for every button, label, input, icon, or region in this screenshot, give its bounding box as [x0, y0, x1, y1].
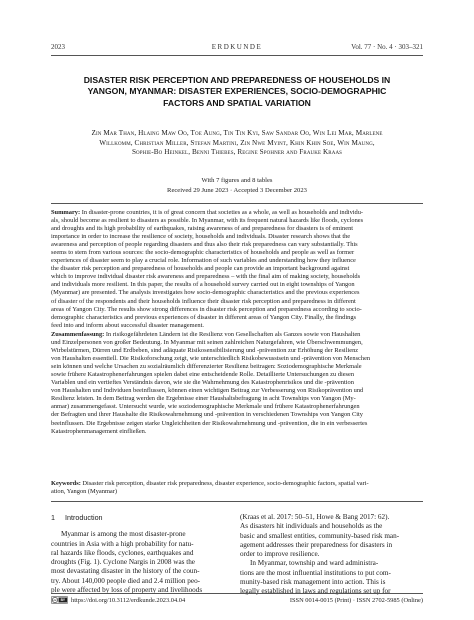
article-title — [51, 75, 423, 109]
body-line: (Kraas et al. 2017: 50–51, Howe & Bang 2017: 62). — [240, 513, 390, 521]
summary-line: and droughts and its high probability of earthquakes, raising awareness of and preparedness for disasters is of eminent — [51, 225, 354, 233]
journal-name: ERDKUNDE — [211, 43, 263, 51]
author-line: Zin Mar Than, Hlaing Maw Oo, Toe Aung, Tin Tin Kyi, Saw Sandar Oo, Win Lei Mar, Marlene — [91, 129, 383, 137]
body-line: countries in Asia with a high probability for natu- — [51, 539, 194, 548]
section-number: 1 — [51, 513, 55, 522]
zus-line: beeinflussen. Die Ergebnisse zeigen starke Ungleichheiten der Risikowahrnehmung und -prävention, die in ein verbessertes — [51, 419, 368, 427]
zus-line: von Haushalten essentiell. Die Risikoforschung zeigt, wie unterschiedlich Risikobewusstsein und -prävention von Menschen — [51, 355, 371, 363]
section-title: Introduction — [65, 513, 103, 522]
keywords-line: ation, Yangon (Myanmar) — [51, 488, 118, 496]
body-line: basic and smallest entities, community-based risk man- — [240, 531, 400, 540]
zus-line: und Einzelpersonen von großer Bedeutung. In Myanmar mit seinen zahlreichen Naturgefahren, wie Überschwemmungen, — [51, 339, 363, 347]
body-line: munity-based risk management into action. This is — [240, 578, 386, 587]
summary-line: of disaster of the respondents and their households influence their disaster risk perception and preparedness in different — [51, 297, 356, 305]
journal-year: 2023 — [51, 43, 65, 51]
zus-line: Variablen und ein vertieftes Verständnis davon, wie sie die Wahrnehmung des Katastrophenrisikos und die -prävention — [51, 379, 354, 387]
summary-line: Summary: In disaster-prone countries, it is of great concern that societies as a whole, as well as households and individu- — [51, 209, 364, 216]
cc-by-license-icon — [51, 596, 68, 604]
body-line: tions are the most influential institutions to put com- — [240, 568, 391, 577]
summary-label: Summary: — [51, 209, 81, 216]
received-accepted-dates: Received 29 June 2023 · Accepted 3 December 2023 — [167, 186, 307, 194]
zus-line: sein können und welche Ursachen zu sozialräumlich differenzierter Resilienz beitragen: Soziodemographische Merkmale — [51, 363, 362, 371]
body-line: As disasters hit individuals and households as the — [240, 522, 383, 531]
body-line: droughts (Fig. 1). Cyclone Nargis in 2008 was the — [51, 558, 196, 567]
zus-line: sowie frühere Katastrophenerfahrungen spielen dabei eine entscheidende Rolle. Detaillierte Untersuchungen zu diesen — [51, 371, 355, 379]
zus-line: anmar) zusammengefasst. Untersucht wurde, wie soziodemographische Merkmale und frühere Katastrophenerfahrungen — [51, 403, 360, 411]
footer-rule — [51, 593, 423, 594]
abstract-bottom-rule — [51, 501, 423, 502]
summary-line: (Myanmar) are presented. The analysis investigates how socio-demographic characteristics and the previous experiences — [51, 289, 360, 297]
body-column-left — [51, 513, 226, 595]
body-line: agement addresses their preparedness for disasters in — [240, 540, 393, 549]
author-line: Sophie-Bo Heinkel, Benni Thiebes, Regine Spohner and Frauke Kraas — [131, 148, 343, 157]
summary-line: areas of Yangon City. The results show strong differences in disaster risk perception and preparedness according to socio- — [51, 305, 362, 313]
body-line: legally established in laws and regulations set up for — [240, 587, 391, 596]
summary-line: importance in order to increase the resilience of society, households and individuals. Disaster research shows that the — [51, 233, 351, 241]
summary-line: awareness and perception of people regarding disasters and thus also their risk preparedness can vary substantially. This — [51, 241, 358, 249]
zus-line: Katastrophenmanagement einfließen. — [51, 427, 147, 435]
svg-text:BY: BY — [60, 598, 66, 603]
section-heading-introduction — [51, 513, 226, 522]
page-header — [51, 43, 423, 55]
body-line: order to improve resilience. — [240, 550, 320, 559]
summary-line: which to improve individual disaster risk awareness and preparedness – with the final aim of making society, households — [51, 273, 361, 281]
body-line: most devastating disaster in the history of the coun- — [51, 567, 200, 576]
doi-link[interactable]: https://doi.org/10.3112/erdkunde.2023.04.04 — [71, 597, 186, 604]
body-line: Myanmar is among the most disaster-prone — [61, 530, 186, 539]
keywords-line: Keywords: Disaster risk perception, disaster risk preparedness, disaster experience, socio-demographic factors, spatial vari- — [51, 480, 369, 487]
zus-line: von Haushalten und Individuen beeinflussen, können einen wichtigen Beitrag zur Verbesserung von Risikoprävention und — [51, 387, 364, 395]
summary-line: and individuals more resilient. In this paper, the results of a household survey carried out in eight townships of Yangon — [51, 281, 355, 289]
figures-tables-note: With 7 figures and 8 tables — [201, 177, 273, 184]
body-line: try. About 140,000 people died and 2.4 million peo- — [51, 576, 201, 585]
body-line: ral hazards like floods, cyclones, earthquakes and — [51, 548, 194, 557]
volume-info: Vol. 77 · No. 4 · 303–321 — [351, 43, 423, 51]
body-line: ple were affected by loss of property and livelihoods — [51, 586, 203, 595]
title-line: DISASTER RISK PERCEPTION AND PREPAREDNESS OF HOUSEHOLDS IN — [83, 75, 391, 85]
abstract-top-rule — [51, 203, 423, 204]
summary-line: als, should become as resilient to disasters as possible. In Myanmar, with its frequent natural hazards like floods, cyclones — [51, 217, 364, 225]
summary-line: feed into and inform about successful disaster management. — [51, 321, 204, 329]
keywords-label: Keywords: — [51, 480, 81, 487]
zusammenfassung-abstract — [51, 331, 423, 436]
zusammenfassung-label: Zusammenfassung: — [51, 331, 105, 338]
author-list — [51, 129, 423, 158]
keywords-block — [51, 480, 423, 496]
body-column-right — [240, 513, 423, 597]
summary-abstract — [51, 209, 423, 330]
svg-text:cc: cc — [53, 598, 57, 603]
article-meta — [51, 176, 423, 195]
author-line: Willkomm, Christian Miller, Stefan Martini, Zin Nwe Myint, Khin Khin Soe, Win Maung, — [99, 138, 375, 147]
header-rule — [51, 55, 423, 56]
zus-line: der Befragten und ihrer Haushalte die Risikowahrnehmung und -prävention in verschiedenen Townships von Yangon City — [51, 411, 363, 419]
zus-line: Wirbelstürmen, Dürren und Erdbeben, sind adäquate Risikosensibilisierung und -prävention zur Erhöhung der Resilienz — [51, 347, 359, 355]
summary-line: the disaster risk perception and preparedness of households and people can provide an important background against — [51, 265, 350, 273]
summary-line: demographic characteristics and previous experiences of disaster in different areas of Yangon City. Finally, the findings — [51, 313, 357, 321]
zus-line: Zusammenfassung: In risikogefährdeten Ländern ist die Resilienz von Gesellschaften als Ganzes sowie von Haushalten — [51, 331, 361, 338]
zus-line: Resilienz leisten. In dem Beitrag werden die Ergebnisse einer Haushaltsbefragung in acht Townships von Yangon (My- — [51, 395, 356, 403]
title-line: YANGON, MYANMAR: DISASTER EXPERIENCES, SOCIO-DEMOGRAPHIC — [87, 86, 387, 97]
issn-info: ISSN 0014-0015 (Print) · ISSN 2702-5985 (Online) — [289, 597, 423, 604]
summary-line: seems to stem from various sources: the socio-demographic characteristics of households and people as well as former — [51, 249, 355, 257]
title-line: FACTORS AND SPATIAL VARIATION — [163, 97, 311, 108]
summary-line: experiences of disaster seem to play a crucial role. Information of such variables and understanding how they influence — [51, 257, 356, 265]
body-line: In Myanmar, township and ward administra- — [250, 559, 379, 568]
